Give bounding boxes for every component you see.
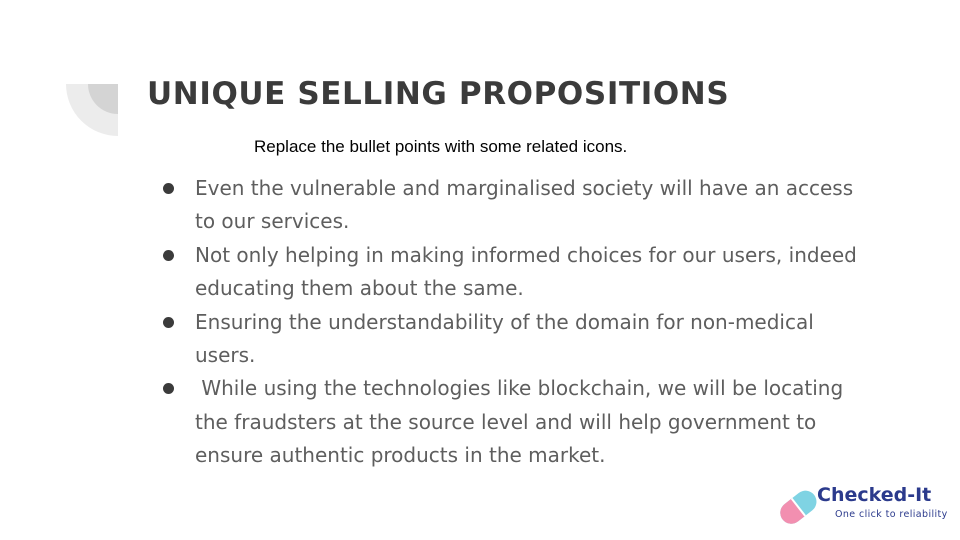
bullet-item [160,372,860,472]
bullet-list [160,172,860,473]
bullet-item [160,239,860,306]
pill-capsule-icon [776,486,822,530]
slide-title: UNIQUE SELLING PROPOSITIONS [147,76,730,112]
brand-tagline: One click to reliability [835,509,948,520]
bullet-icon [163,383,174,394]
bullet-icon [163,250,174,261]
brand-name: Checked-It [817,484,932,506]
bullet-item [160,172,860,239]
instruction-note: Replace the bullet points with some related icons. [254,137,628,156]
bullet-text: While using the technologies like blockchain, we will be locating the fraudsters at the source level and will help government to ensure authentic products in the market. [195,376,850,468]
bullet-text: Not only helping in making informed choices for our users, indeed educating them about the same. [195,242,857,301]
bullet-text: Ensuring the understandability of the domain for non-medical users. [195,309,814,368]
bullet-item [160,306,860,373]
bullet-icon [163,183,174,194]
brand-logo [776,484,952,530]
bullet-icon [163,317,174,328]
corner-decoration [66,84,118,136]
bullet-text: Even the vulnerable and marginalised society will have an access to our services. [195,176,854,234]
